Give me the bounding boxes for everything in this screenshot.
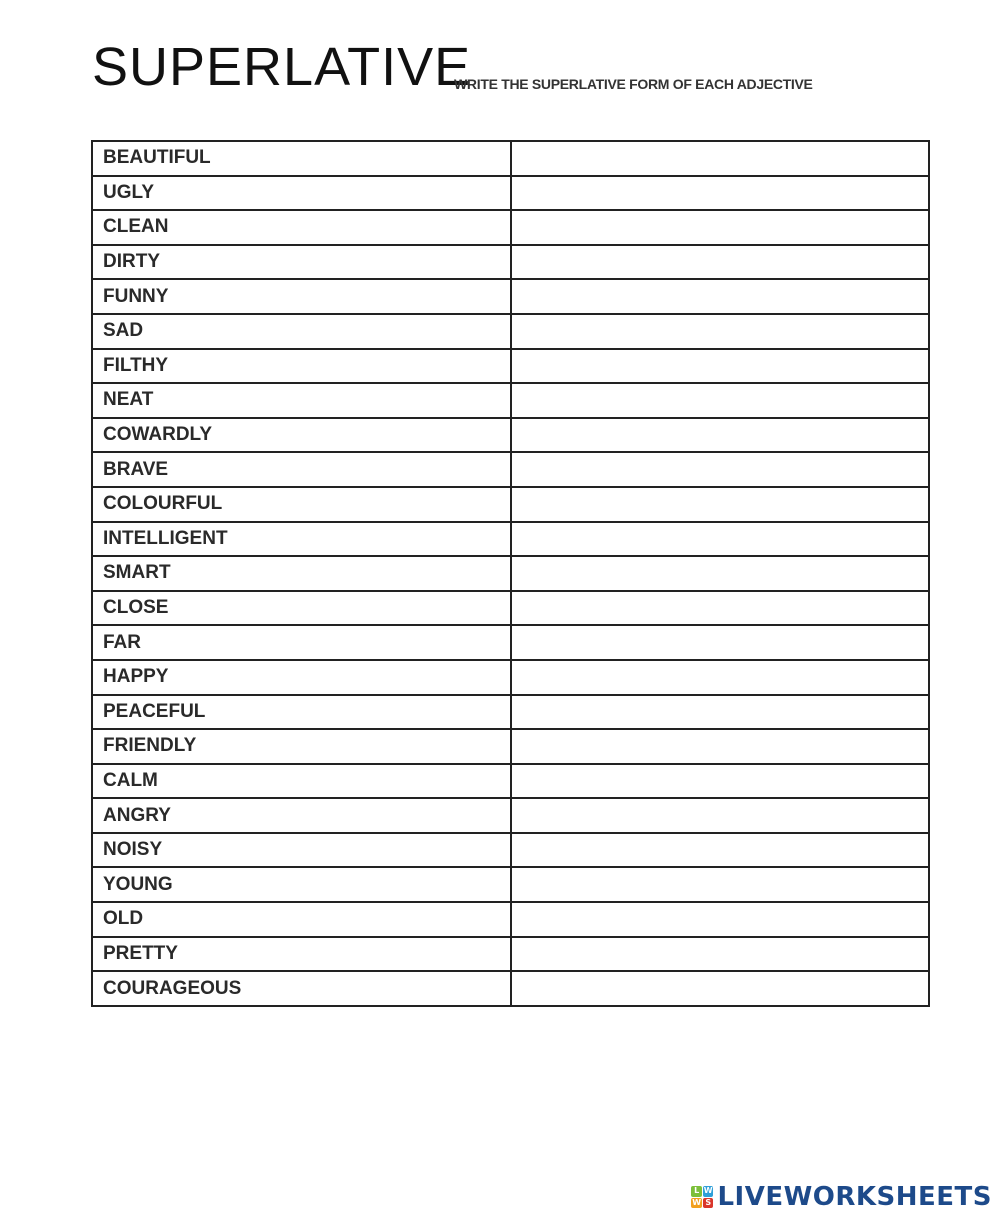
table-row: [92, 556, 929, 591]
table-row: [92, 522, 929, 557]
answer-cell[interactable]: [511, 902, 929, 937]
adjective-cell: FRIENDLY: [92, 729, 511, 764]
adjective-cell: SMART: [92, 556, 511, 591]
answer-cell[interactable]: [511, 695, 929, 730]
adjective-cell: BRAVE: [92, 452, 511, 487]
adjective-cell: NEAT: [92, 383, 511, 418]
answer-cell[interactable]: [511, 383, 929, 418]
superlative-answer-input[interactable]: [512, 488, 928, 521]
logo-tile-s: S: [703, 1198, 714, 1209]
answer-cell[interactable]: [511, 349, 929, 384]
adjective-cell: PRETTY: [92, 937, 511, 972]
answer-cell[interactable]: [511, 833, 929, 868]
answer-cell[interactable]: [511, 591, 929, 626]
answer-cell[interactable]: [511, 660, 929, 695]
table-row: [92, 625, 929, 660]
table-row: [92, 452, 929, 487]
superlative-answer-input[interactable]: [512, 765, 928, 798]
adjective-cell: COURAGEOUS: [92, 971, 511, 1006]
superlative-answer-input[interactable]: [512, 315, 928, 348]
adjective-cell: CLEAN: [92, 210, 511, 245]
answer-cell[interactable]: [511, 625, 929, 660]
superlative-answer-input[interactable]: [512, 280, 928, 313]
adjective-cell: NOISY: [92, 833, 511, 868]
superlative-answer-input[interactable]: [512, 868, 928, 901]
table-row: [92, 695, 929, 730]
adjective-cell: FUNNY: [92, 279, 511, 314]
adjective-cell: UGLY: [92, 176, 511, 211]
superlative-answer-input[interactable]: [512, 730, 928, 763]
answer-cell[interactable]: [511, 176, 929, 211]
table-row: [92, 902, 929, 937]
adjective-cell: FILTHY: [92, 349, 511, 384]
table-row: [92, 176, 929, 211]
answer-cell[interactable]: [511, 556, 929, 591]
answer-cell[interactable]: [511, 314, 929, 349]
superlative-answer-input[interactable]: [512, 696, 928, 729]
answer-cell[interactable]: [511, 798, 929, 833]
adjective-cell: CALM: [92, 764, 511, 799]
answer-cell[interactable]: [511, 764, 929, 799]
superlative-answer-input[interactable]: [512, 903, 928, 936]
liveworksheets-brand: [691, 1182, 992, 1212]
adjective-cell: CLOSE: [92, 591, 511, 626]
adjective-cell: DIRTY: [92, 245, 511, 280]
brand-name: LIVEWORKSHEETS: [717, 1182, 992, 1212]
table-row: [92, 833, 929, 868]
table-row: [92, 314, 929, 349]
superlative-answer-input[interactable]: [512, 384, 928, 417]
table-row: [92, 418, 929, 453]
adjective-cell: COWARDLY: [92, 418, 511, 453]
superlative-answer-input[interactable]: [512, 246, 928, 279]
adjective-cell: FAR: [92, 625, 511, 660]
logo-tile-w1: W: [703, 1186, 713, 1195]
superlative-answer-input[interactable]: [512, 938, 928, 971]
superlative-answer-input[interactable]: [512, 799, 928, 832]
table-row: [92, 349, 929, 384]
answer-cell[interactable]: [511, 729, 929, 764]
table-row: [92, 867, 929, 902]
superlative-answer-input[interactable]: [512, 592, 928, 625]
table-row: [92, 764, 929, 799]
table-row: [92, 279, 929, 314]
logo-tile-w2: W: [692, 1197, 702, 1207]
superlative-answer-input[interactable]: [512, 557, 928, 590]
superlative-answer-input[interactable]: [512, 142, 928, 175]
superlative-answer-input[interactable]: [512, 523, 928, 556]
adjective-cell: SAD: [92, 314, 511, 349]
answer-cell[interactable]: [511, 245, 929, 280]
answer-cell[interactable]: [511, 210, 929, 245]
answer-cell[interactable]: [511, 971, 929, 1006]
table-row: [92, 591, 929, 626]
adjective-cell: COLOURFUL: [92, 487, 511, 522]
adjective-cell: INTELLIGENT: [92, 522, 511, 557]
superlative-answer-input[interactable]: [512, 453, 928, 486]
answer-cell[interactable]: [511, 141, 929, 176]
table-row: [92, 210, 929, 245]
table-row: [92, 383, 929, 418]
logo-tile-l: L: [691, 1186, 702, 1197]
table-row: [92, 798, 929, 833]
adjective-cell: HAPPY: [92, 660, 511, 695]
adjective-cell: PEACEFUL: [92, 695, 511, 730]
table-row: [92, 660, 929, 695]
answer-cell[interactable]: [511, 279, 929, 314]
table-row: [92, 729, 929, 764]
answer-cell[interactable]: [511, 522, 929, 557]
answer-cell[interactable]: [511, 418, 929, 453]
superlative-answer-input[interactable]: [512, 211, 928, 244]
adjective-cell: OLD: [92, 902, 511, 937]
table-row: [92, 487, 929, 522]
adjective-cell: YOUNG: [92, 867, 511, 902]
superlative-answer-input[interactable]: [512, 626, 928, 659]
superlative-answer-input[interactable]: [512, 661, 928, 694]
table-row: [92, 937, 929, 972]
adjective-cell: BEAUTIFUL: [92, 141, 511, 176]
worksheet-title: SUPERLATIVE: [92, 37, 472, 97]
adjective-cell: ANGRY: [92, 798, 511, 833]
superlative-answer-input[interactable]: [512, 419, 928, 452]
superlative-answer-input[interactable]: [512, 972, 928, 1005]
superlative-answer-input[interactable]: [512, 177, 928, 210]
liveworksheets-logo-icon: [691, 1186, 713, 1208]
superlative-answer-input[interactable]: [512, 834, 928, 867]
answer-cell[interactable]: [511, 867, 929, 902]
table-row: [92, 141, 929, 176]
answer-cell[interactable]: [511, 487, 929, 522]
answer-cell[interactable]: [511, 452, 929, 487]
worksheet-instruction: WRITE THE SUPERLATIVE FORM OF EACH ADJECTIVE: [454, 76, 813, 92]
superlative-answer-input[interactable]: [512, 350, 928, 383]
table-row: [92, 971, 929, 1006]
answer-cell[interactable]: [511, 937, 929, 972]
table-row: [92, 245, 929, 280]
adjective-table: [91, 140, 930, 1007]
